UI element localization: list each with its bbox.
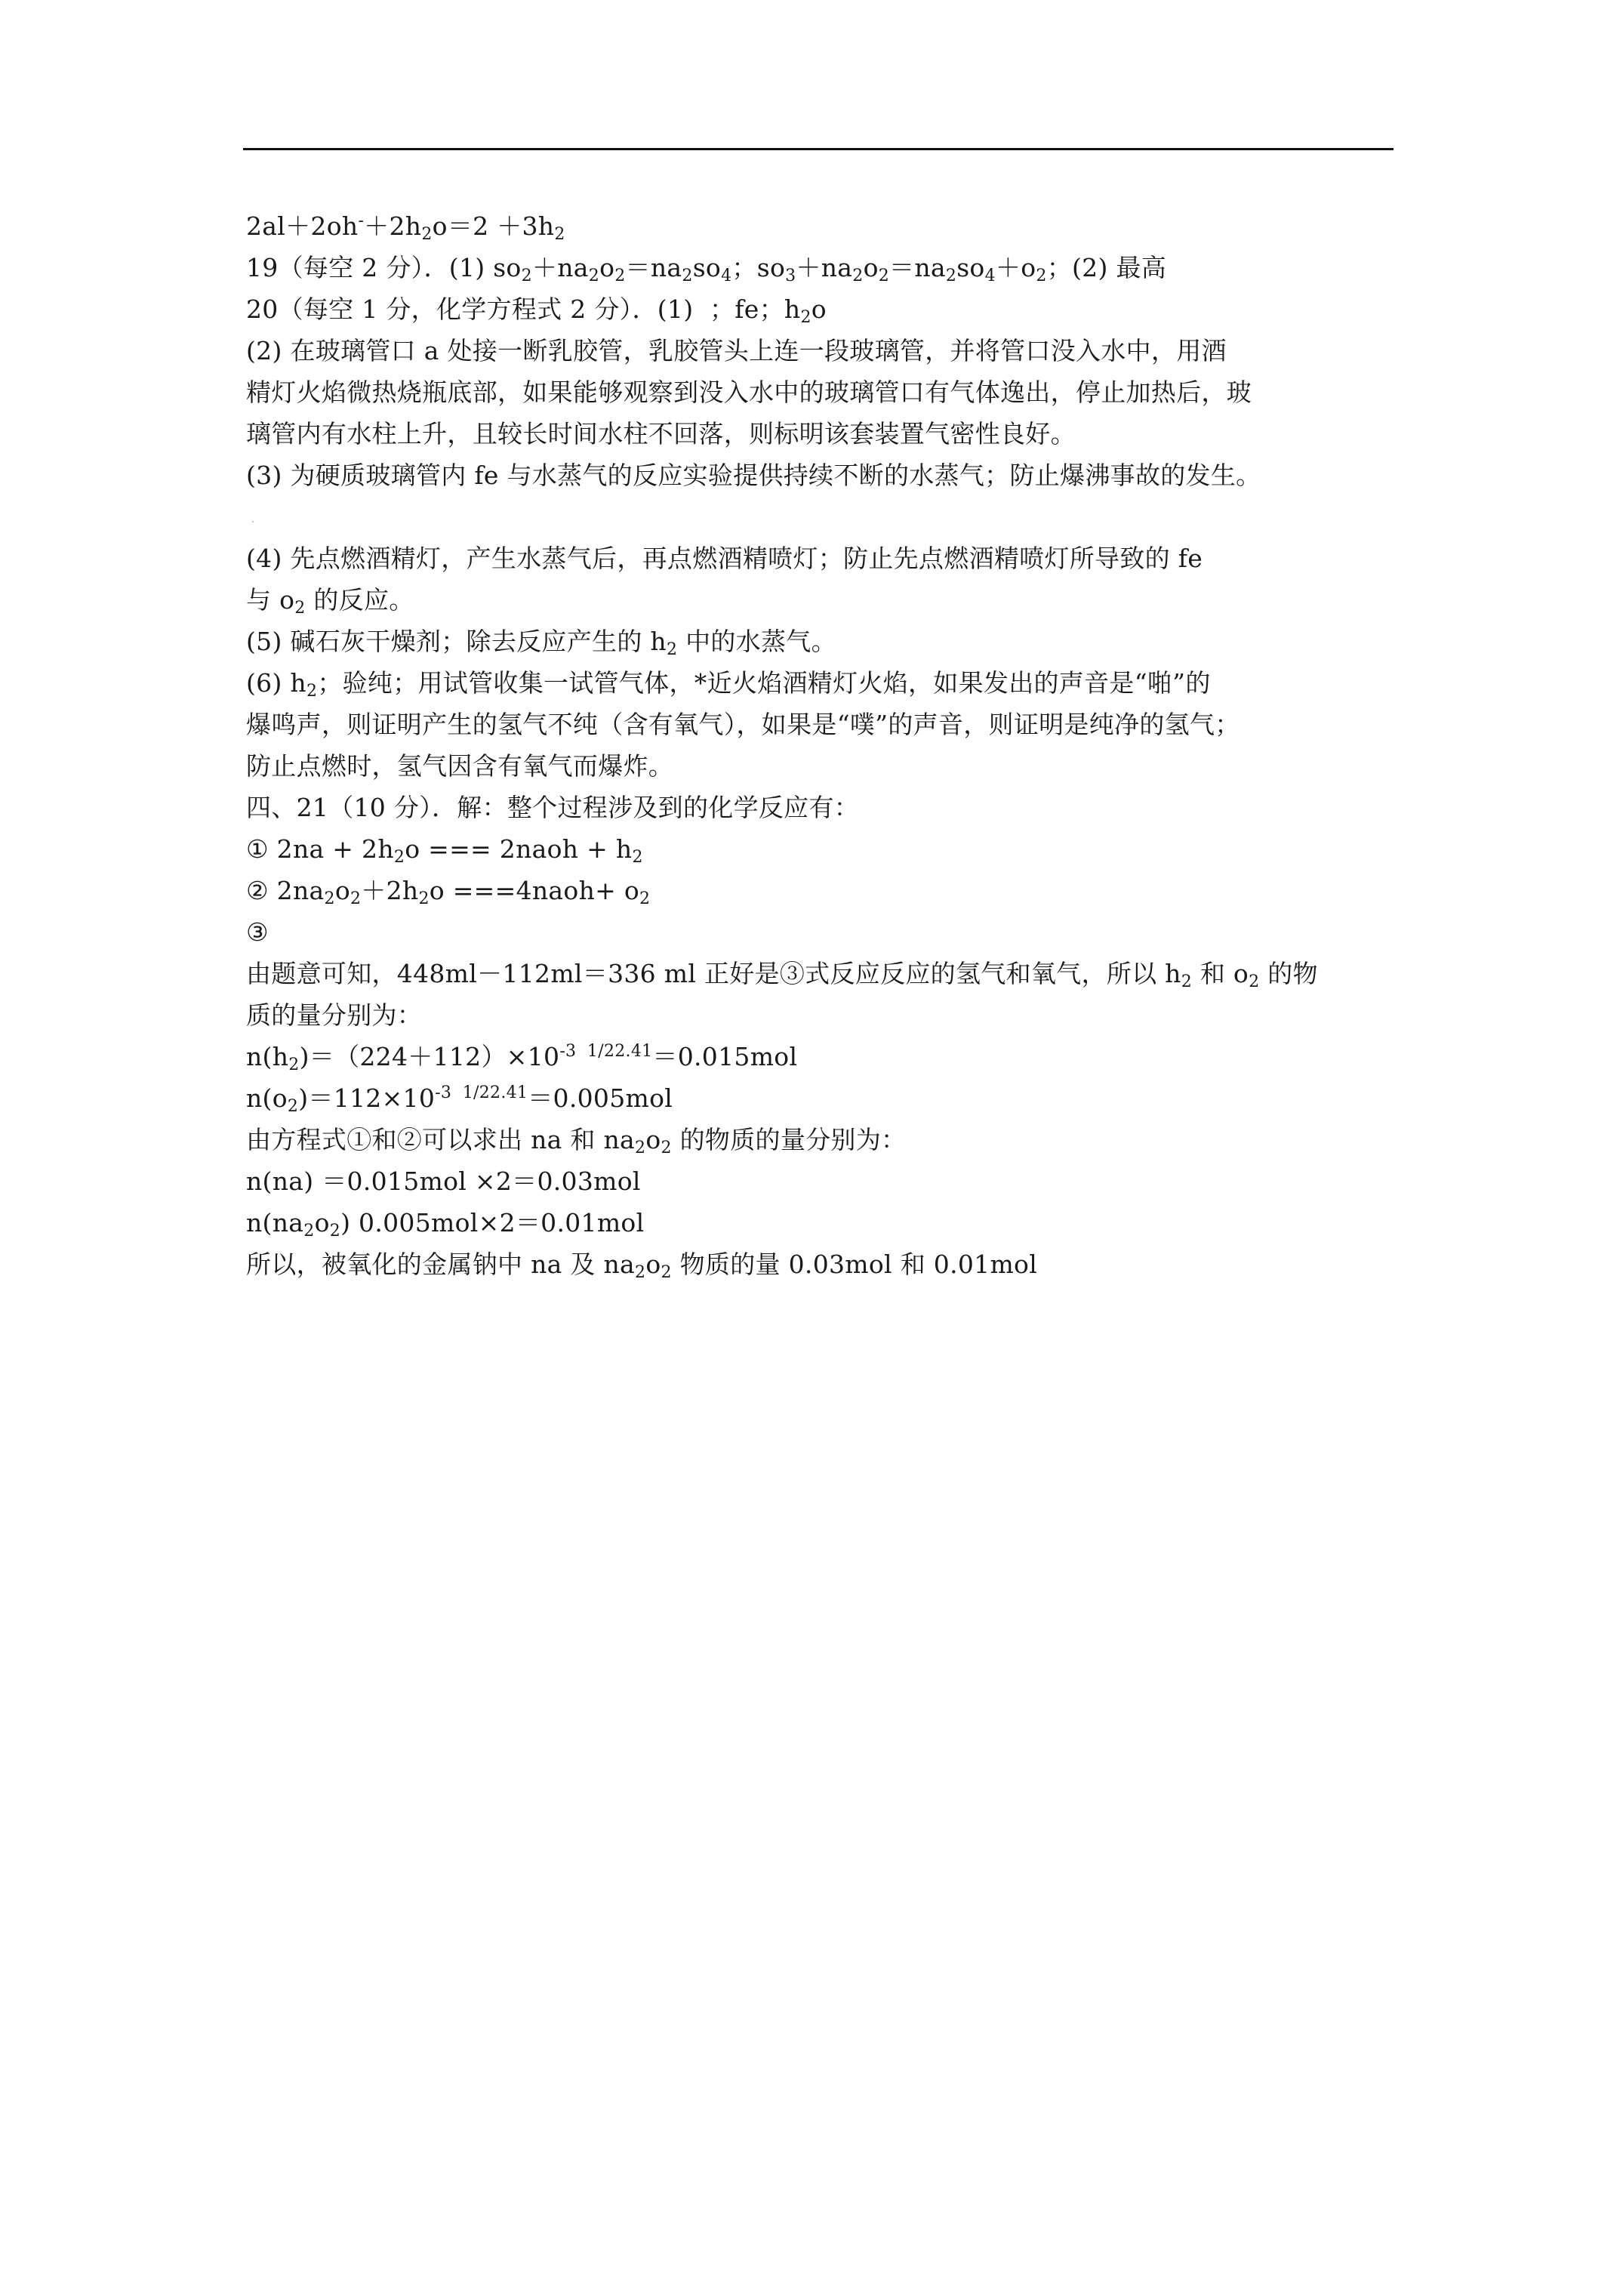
text-segment: o — [645, 1250, 661, 1279]
text-segment: n(na) ＝0.015mol ×2＝0.03mol — [246, 1166, 641, 1196]
subscript: 2 — [666, 640, 678, 659]
subscript: 4 — [984, 267, 996, 285]
text-segment: 2al＋2oh — [246, 211, 359, 241]
text-segment: (5) 碱石灰干燥剂；除去反应产生的 h — [246, 627, 667, 656]
subscript: 2 — [421, 225, 433, 244]
superscript: -3 1/22.41 — [435, 1083, 528, 1102]
text-line — [246, 953, 1409, 994]
text-segment: ；(2) 最高 — [1046, 253, 1167, 282]
text-line — [246, 1036, 1409, 1077]
text-segment: n(na — [246, 1208, 304, 1237]
text-segment: o — [863, 253, 879, 282]
text-segment: 中的水蒸气。 — [677, 627, 836, 656]
text-segment: (2) 在玻璃管口 a 处接一断乳胶管，乳胶管头上连一段玻璃管，并将管口没入水中，用酒 — [246, 336, 1227, 365]
text-segment: o — [599, 253, 615, 282]
header-rule — [243, 148, 1394, 150]
text-segment: 由题意可知，448ml－112ml＝336 ml 正好是③式反应反应的氢气和氧气，所以 h — [246, 959, 1181, 988]
subscript: 2 — [288, 1056, 300, 1074]
text-line — [246, 828, 1409, 870]
text-line — [246, 621, 1409, 662]
text-segment: 防止点燃时，氢气因含有氧气而爆炸。 — [246, 751, 674, 781]
subscript: 2 — [878, 267, 890, 285]
subscript: 2 — [661, 1263, 672, 1282]
text-segment: 璃管内有水柱上升，且较长时间水柱不回落，则标明该套装置气密性良好。 — [246, 419, 1076, 448]
text-segment: ② 2na — [246, 876, 325, 905]
text-segment: (6) h — [246, 668, 306, 698]
subscript: 3 — [785, 267, 796, 285]
subscript: 2 — [1036, 267, 1047, 285]
text-segment: n(o — [246, 1083, 288, 1113]
subscript: 2 — [661, 1139, 672, 1157]
text-line — [246, 1160, 1409, 1202]
text-line — [246, 870, 1409, 911]
text-segment: o — [314, 1208, 330, 1237]
text-segment: ；so — [731, 253, 786, 282]
text-segment: 由方程式①和②可以求出 na 和 na — [246, 1125, 636, 1154]
text-segment: so — [956, 253, 985, 282]
text-segment: (3) 为硬质玻璃管内 fe 与水蒸气的反应实验提供持续不断的水蒸气；防止爆沸事故的发生。 — [246, 461, 1261, 490]
text-line — [246, 911, 1409, 953]
subscript: 2 — [632, 848, 643, 867]
text-line — [246, 538, 1409, 579]
text-segment: ＋na — [531, 253, 589, 282]
text-segment: 精灯火焰微热烧瓶底部，如果能够观察到没入水中的玻璃管口有气体逸出，停止加热后，玻 — [246, 378, 1252, 407]
subscript: 2 — [554, 225, 565, 244]
text-segment: 和 o — [1192, 959, 1249, 988]
text-segment: ；验纯；用试管收集一试管气体，*近火焰酒精灯火焰，如果发出的声音是“啪”的 — [317, 668, 1211, 698]
text-segment: o ===4naoh+ o — [429, 876, 640, 905]
text-segment: o === 2naoh + h — [405, 834, 633, 864]
text-segment: o — [334, 876, 350, 905]
subscript: 2 — [614, 267, 626, 285]
subscript: 2 — [303, 1222, 315, 1240]
text-line — [246, 787, 1409, 828]
text-line — [246, 579, 1409, 621]
subscript: 2 — [635, 1263, 646, 1282]
text-segment: 19（每空 2 分）．(1) so — [246, 253, 522, 282]
text-segment: ＋na — [796, 253, 853, 282]
text-segment: 四、21（10 分）．解：整个过程涉及到的化学反应有： — [246, 793, 860, 822]
text-segment: ＋o — [995, 253, 1036, 282]
subscript: 4 — [721, 267, 732, 285]
text-line — [246, 704, 1409, 745]
text-segment: ＝0.015mol — [652, 1042, 798, 1071]
text-segment: ＝na — [889, 253, 946, 282]
text-segment: 的物 — [1259, 959, 1318, 988]
text-segment: ＝0.005mol — [528, 1083, 673, 1113]
subscript: 2 — [682, 267, 693, 285]
text-line — [246, 1244, 1409, 1285]
text-segment: 的物质的量分别为： — [671, 1125, 907, 1154]
subscript: 2 — [800, 308, 812, 327]
text-line — [246, 413, 1409, 455]
subscript: 2 — [418, 889, 430, 908]
text-line — [246, 330, 1409, 371]
subscript: 2 — [306, 682, 318, 701]
text-segment: 爆鸣声，则证明产生的氢气不纯（含有氧气），如果是“噗”的声音，则证明是纯净的氢气； — [246, 710, 1240, 739]
text-segment: o＝2 ＋3h — [432, 211, 555, 241]
text-line — [246, 745, 1409, 787]
text-segment: 所以，被氧化的金属钠中 na 及 na — [246, 1250, 636, 1279]
text-segment: ＝na — [625, 253, 682, 282]
subscript: 2 — [945, 267, 957, 285]
text-segment: o — [645, 1125, 661, 1154]
text-segment: 20（每空 1 分，化学方程式 2 分）．(1) ；fe；h — [246, 294, 801, 324]
text-line — [246, 1077, 1409, 1119]
subscript: 2 — [639, 889, 651, 908]
text-segment: (4) 先点燃酒精灯，产生水蒸气后，再点燃酒精喷灯；防止先点燃酒精喷灯所导致的 fe — [246, 544, 1203, 573]
subscript: 2 — [393, 848, 405, 867]
text-segment: ③ — [246, 917, 269, 947]
superscript: -3 1/22.41 — [559, 1042, 653, 1061]
text-line — [246, 288, 1409, 330]
text-line — [246, 205, 1409, 247]
subscript: 2 — [635, 1139, 646, 1157]
subscript: 2 — [1249, 972, 1260, 991]
text-segment: 的反应。 — [305, 585, 414, 615]
text-line — [246, 994, 1409, 1036]
text-line — [246, 1202, 1409, 1244]
text-segment: so — [692, 253, 722, 282]
text-segment: )＝（224＋112）×10 — [299, 1042, 560, 1071]
text-segment: o — [811, 294, 827, 324]
text-line — [246, 455, 1409, 496]
subscript: 2 — [852, 267, 864, 285]
subscript: 2 — [294, 599, 306, 618]
subscript: 2 — [329, 1222, 341, 1240]
blank-line — [246, 496, 1409, 538]
subscript: 2 — [324, 889, 335, 908]
answer-text-block — [246, 205, 1409, 1285]
subscript: 2 — [350, 889, 362, 908]
text-segment: )＝112×10 — [298, 1083, 436, 1113]
text-segment: n(h — [246, 1042, 289, 1071]
subscript: 2 — [588, 267, 600, 285]
text-segment: ① 2na + 2h — [246, 834, 394, 864]
text-segment: ＋2h — [361, 876, 419, 905]
text-segment: 质的量分别为： — [246, 1000, 423, 1030]
subscript: 2 — [521, 267, 532, 285]
text-segment: 物质的量 0.03mol 和 0.01mol — [671, 1250, 1038, 1279]
text-line — [246, 662, 1409, 704]
text-line — [246, 1119, 1409, 1160]
subscript: 2 — [1181, 972, 1193, 991]
text-segment: 与 o — [246, 585, 295, 615]
subscript: 2 — [287, 1097, 299, 1116]
text-line — [246, 247, 1409, 288]
superscript: - — [358, 211, 365, 230]
text-segment: ) 0.005mol×2＝0.01mol — [340, 1208, 645, 1237]
text-segment: ＋2h — [364, 211, 422, 241]
text-line — [246, 371, 1409, 413]
